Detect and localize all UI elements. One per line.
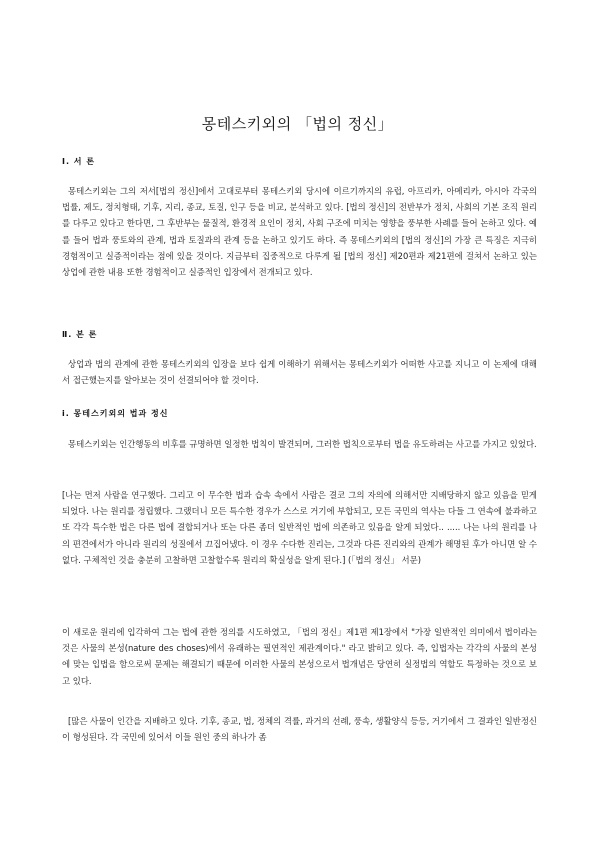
subsection-heading: ⅰ. 몽테스키외의 법과 정신 xyxy=(62,409,169,418)
subsection-paragraph-1: 몽테스키외는 인간행동의 비후를 규명하면 일정한 법칙이 발견되며, 그러한 법칙으로부터 법을 유도하려는 사고를 가지고 있었다. xyxy=(68,439,537,449)
introduction-paragraph: 몽테스키외는 그의 저서[법의 정신]에서 고대로부터 몽테스키외 당시에 이르기까지의 유럽, 아프리카, 아메리카, 아시아 각국의 법률, 제도, 정치형태, 기후, 지리, 종교, 토질, 인구 등을 비교, 분석하고 있다. [법의 정신]의 전반부가 정치, 사회의 기본 조직 원리를 다루고 있다고 한다면, 그 후반부는 물질적, 환경적 요인이 정치, 사회 구조에 미치는 영향을 풍부한 사례를 들어 논하고 있다. 예를 들어 법과 풍토와의 관계, 법과 토질과의 관계 등을 논하고 있기도 하다. 즉 몽테스키외의 [법의 정신]의 가장 큰 특징은 지극히 경험적이고 실증적이라는 점에 있을 것이다. 지금부터 집중적으로 다루게 될 [법의 정신] 제20편과 제21편에 걸쳐서 논하고 있는 상업에 관한 내용 또한 경험적이고 실증적인 입장에서 전개되고 있다. xyxy=(62,186,537,278)
section-heading-introduction: Ⅰ. 서 론 xyxy=(62,157,96,166)
body-paragraph: 상업과 법의 관계에 관한 몽테스키외의 입장을 보다 쉽게 이해하기 위해서는 몽테스키외가 어떠한 사고를 지니고 이 논제에 대해서 접근했는지를 알아보는 것이 선결되어야 할 것이다. xyxy=(62,359,537,386)
subsection-paragraph-2: 이 새로운 원리에 입각하여 그는 법에 관한 정의를 시도하였고, 「법의 정신」제1편 제1장에서 "가장 일반적인 의미에서 법이라는 것은 사물의 본성(nature des choses)에서 유래하는 필연적인 제관계이다." 라고 밝히고 있다. 즉, 입법자는 각각의 사물의 본성에 맞는 입법을 함으로써 문제는 해결되기 때문에 이러한 사물의 본성으로서 법개념은 당연히 실정법의 역할도 특정하는 것으로 보고 있다. xyxy=(62,627,537,686)
quote-paragraph: [나는 먼저 사람을 연구했다. 그리고 이 무수한 법과 습속 속에서 사람은 결코 그의 자의에 의해서만 지배당하지 않고 있음을 믿게 되었다. 나는 원리를 정립했다. 그랬더니 모든 특수한 경우가 스스로 거기에 부합되고, 모든 국민의 역사는 다들 그 연속에 불과하고 또 각각 특수한 법은 다른 법에 결합되거나 또는 다른 좀더 일반적인 법에 의존하고 있음을 알게 되었다.. ..... 나는 나의 원리를 나의 편견에서가 아니라 원리의 성질에서 끄집어냈다. 이 경우 수다한 진리는, 그것과 다른 진리와의 관계가 해명된 후가 아니면 알 수 없다. 구체적인 것을 충분히 고찰하면 고찰할수록 원리의 확실성을 알게 된다.] (「법의 정신」 서문) xyxy=(62,490,537,565)
section-heading-body: Ⅱ. 본 론 xyxy=(62,330,98,339)
last-paragraph: [많은 사물이 인간을 지배하고 있다. 기후, 종교, 법, 정체의 격률, 과거의 선례, 풍속, 생활양식 등등, 거기에서 그 결과인 일반정신이 형성된다. 각 국민에 있어서 이들 원인 중의 하나가 좀 xyxy=(62,716,537,743)
document-title: 몽테스키외의 「법의 정신」 xyxy=(201,115,394,133)
